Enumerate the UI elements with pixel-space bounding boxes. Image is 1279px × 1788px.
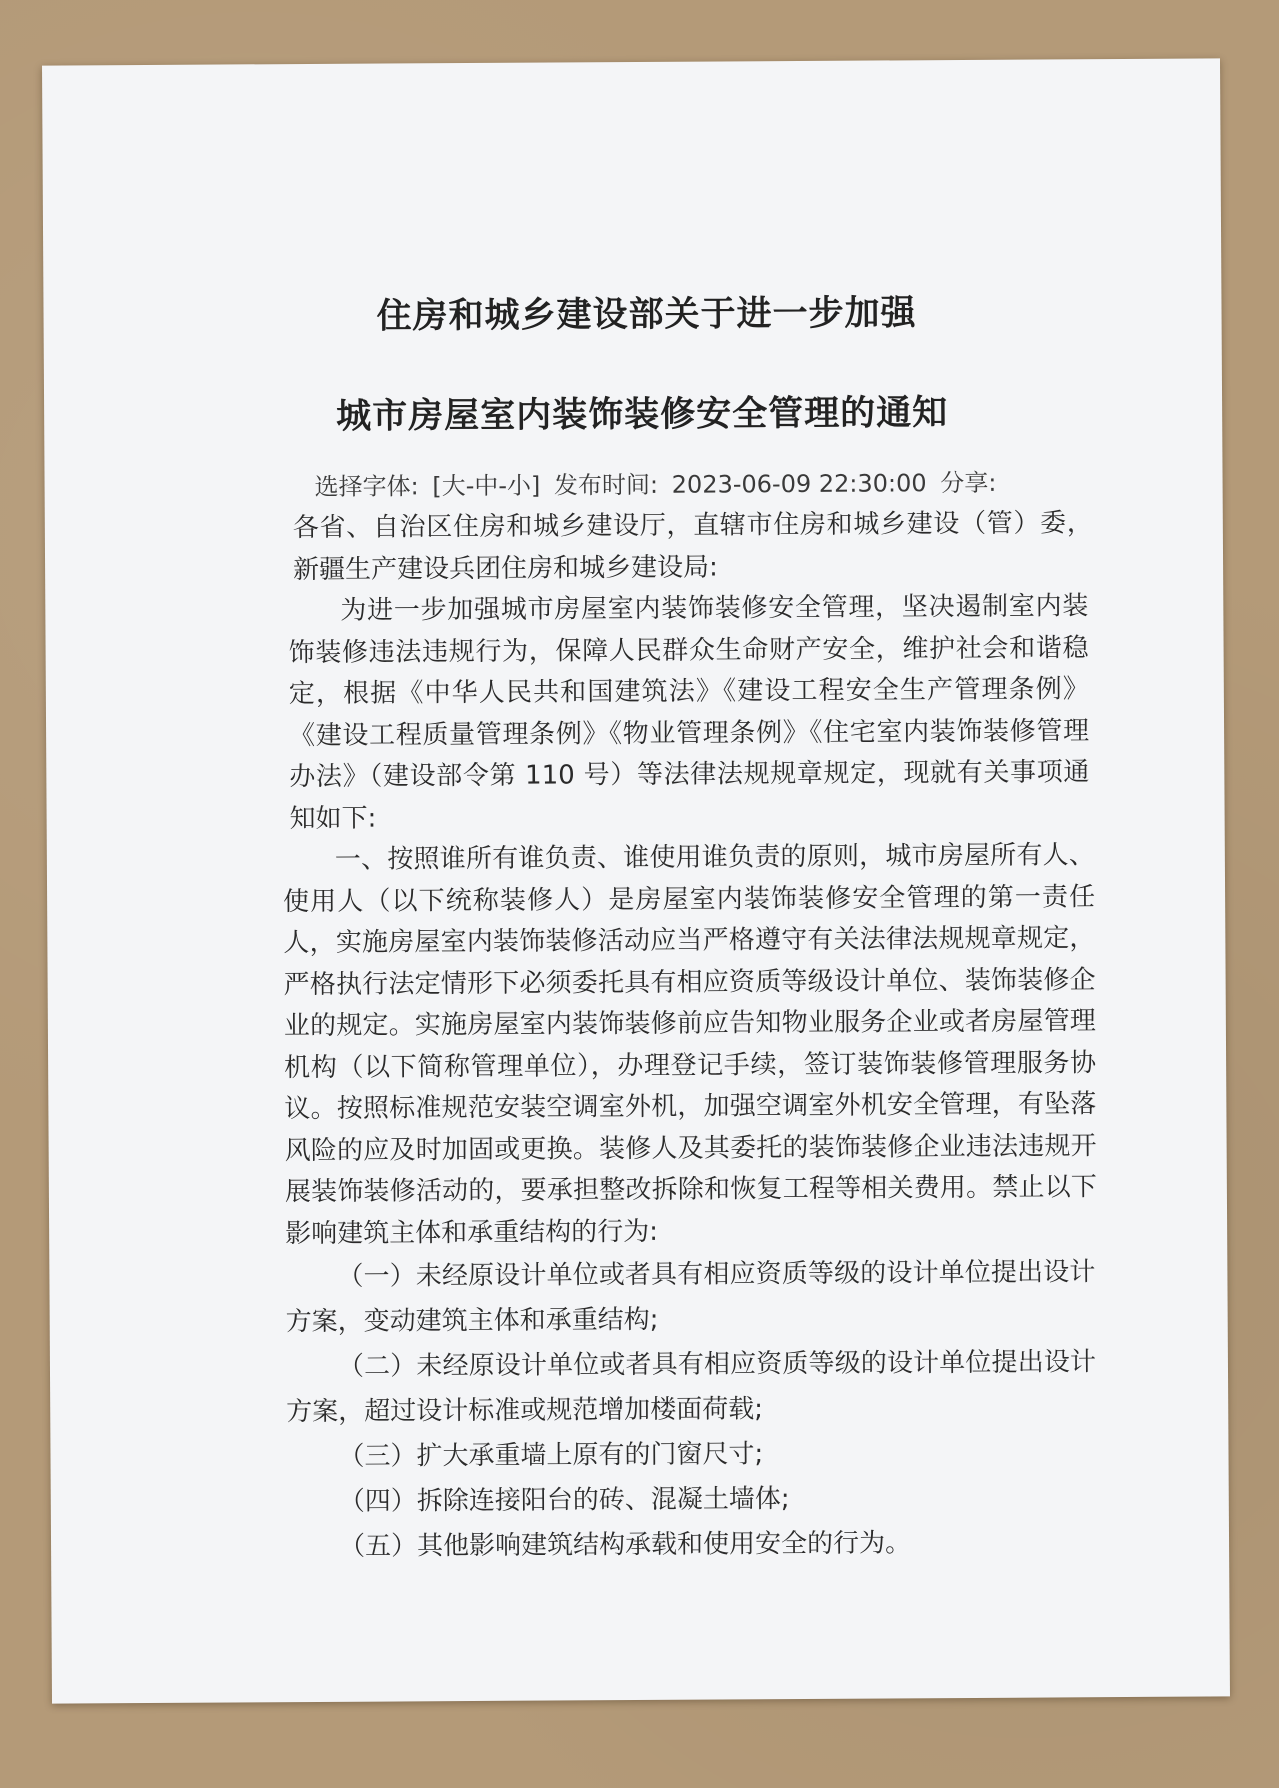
page-title-line-2: 城市房屋室内装饰装修安全管理的通知 (336, 393, 949, 437)
prohibited-actions-list (237, 1250, 1099, 1570)
publish-time-label: 发布时间: (553, 470, 659, 500)
addressee: 各省、自治区住房和城乡建设厅，直辖市住房和城乡建设（管）委，新疆生产建设兵团住房和城乡建设局: (292, 508, 1093, 585)
font-size-label: 选择字体: (314, 472, 419, 501)
page-title-line-1: 住房和城乡建设部关于进一步加强 (376, 293, 917, 337)
meta-line (314, 462, 1092, 502)
list-item: （三）扩大承重墙上原有的门窗尺寸; (338, 1439, 764, 1472)
document-content (231, 224, 1099, 1570)
section-1-paragraph: 一、按照谁所有谁负责、谁使用谁负责的原则，城市房屋所有人、使用人（以下统称装修人）是房屋室内装饰装修安全管理的第一责任人，实施房屋室内装饰装修活动应当严格遵守有关法律法规规章规定，严格执行法定情形下必须委托具有相应资质等级设计单位、装饰装修企业的规定。实施房屋室内装饰装修前应告知物业服务企业或者房屋管理机构（以下简称管理单位），办理登记手续，签订装饰装修管理服务协议。按照标准规范安装空调室外机，加强空调室外机安全管理，有坠落风险的应及时加固或更换。装修人及其委托的装饰装修企业违法违规开展装饰装修活动的，要承担整改拆除和恢复工程等相关费用。禁止以下影响建筑主体和承重结构的行为: (283, 840, 1097, 1249)
intro-paragraph: 为进一步加强城市房屋室内装饰装修安全管理，坚决遏制室内装饰装修违法违规行为，保障人民群众生命财产安全，维护社会和谐稳定，根据《中华人民共和国建筑法》《建设工程安全生产管理条例》《建设工程质量管理条例》《物业管理条例》《住宅室内装饰装修管理办法》（建设部令第 110 号）等法律法规规章规定，现就有关事项通知如下: (288, 591, 1090, 834)
font-size-options[interactable]: [大-中-小] (432, 471, 541, 501)
share-label: 分享: (940, 468, 997, 498)
paper-sheet (42, 58, 1230, 1703)
publish-time-value: 2023-06-09 22:30:00 (671, 469, 927, 499)
list-item: （二）未经原设计单位或者具有相应资质等级的设计单位提出设计方案，超过设计标准或规范增加楼面荷载; (286, 1347, 1097, 1428)
list-item: （一）未经原设计单位或者具有相应资质等级的设计单位提出设计方案，变动建筑主体和承重结构; (285, 1257, 1096, 1338)
list-item: （四）拆除连接阳台的砖、混凝土墙体; (338, 1484, 790, 1517)
list-item: （五）其他影响建筑结构承载和使用安全的行为。 (338, 1528, 912, 1562)
